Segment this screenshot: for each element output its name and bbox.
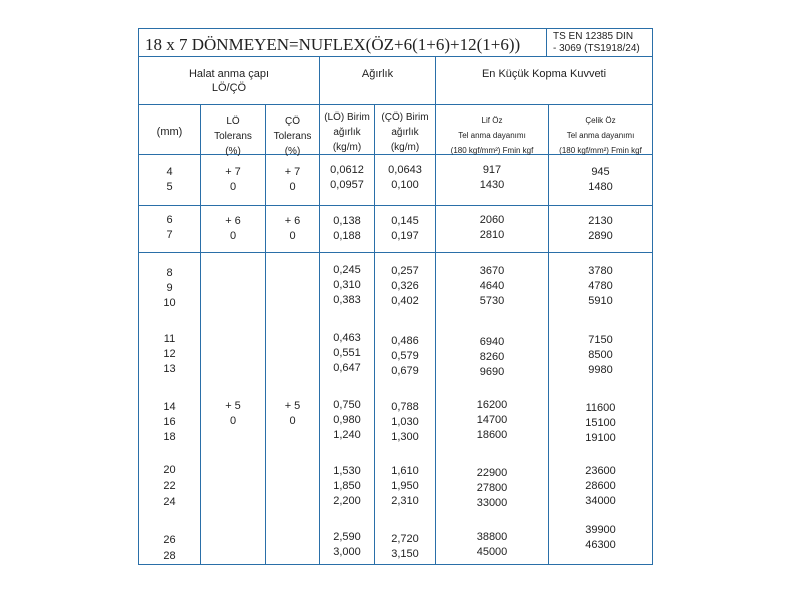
standard-label-2: - 3069 (TS1918/24) [553,43,640,54]
row-group-2-diameter: 6 7 [166,214,173,241]
header-diameter-group-sub: LÖ/ÇÖ [211,82,247,94]
row-group-1-fiber: 917 1430 [479,164,505,191]
row-group-3-co-tol: + 5 0 [284,400,301,427]
header-strength-group: En Küçük Kopma Kuvveti [481,68,607,80]
row-group-1-diameter: 4 5 [166,166,173,193]
header-diameter-group: Halat anma çapı [188,68,270,80]
row-sub-2-fiber: 6940 8260 9690 [479,336,505,378]
row-sub-4-diameter: 20 22 24 [163,464,176,508]
header-co-tolerance: ÇÖ Tolerans (%) [273,116,312,157]
row-sub-5-co-weight: 2,720 3,150 [391,533,419,560]
row-sub-5-lo-weight: 2,590 3,000 [333,531,361,558]
row-sub-3-steel: 11600 15100 19100 [585,402,616,444]
group-header-divider [139,104,652,105]
row-sub-1-diameter: 8 9 10 [163,267,176,309]
row-sub-2-steel: 7150 8500 9980 [588,334,613,376]
row-sub-4-fiber: 22900 27800 33000 [476,467,508,509]
row-group-1-co-tol: + 7 0 [284,166,301,193]
row-group-2-steel: 2130 2890 [588,215,613,242]
row-sub-2-diameter: 11 12 13 [163,333,176,375]
row-sub-3-co-weight: 0,788 1,030 1,300 [391,401,419,443]
row-sub-1-co-weight: 0,257 0,326 0,402 [391,265,419,307]
row-divider-2 [139,252,652,253]
header-mm: (mm) [156,126,183,138]
row-group-2-co-tol: + 6 0 [284,215,301,242]
row-sub-1-lo-weight: 0,245 0,310 0,383 [333,264,361,306]
header-fiber-core: Lif Öz Tel anma dayanımı (180 kgf/mm²) Fmin kgf [450,116,534,155]
row-sub-4-steel: 23600 28600 34000 [585,465,616,507]
title-standard-divider [546,29,547,56]
row-group-3-lo-tol: + 5 0 [225,400,241,427]
row-sub-5-steel: 39900 46300 [585,524,616,551]
row-sub-2-lo-weight: 0,463 0,551 0,647 [333,332,361,374]
row-sub-1-fiber: 3670 4640 5730 [479,265,505,307]
table-title: 18 x 7 DÖNMEYEN=NUFLEX(ÖZ+6(1+6)+12(1+6)) [145,35,521,54]
row-sub-5-fiber: 38800 45000 [476,531,508,558]
rope-spec-table [138,28,653,565]
row-group-2-lo-weight: 0,138 0,188 [333,215,361,242]
row-sub-4-lo-weight: 1,530 1,850 2,200 [333,465,361,507]
row-group-2-co-weight: 0,145 0,197 [391,215,419,242]
title-divider [139,56,652,57]
header-lo-tolerance: LÖ Tolerans (%) [214,116,252,157]
row-sub-4-co-weight: 1,610 1,950 2,310 [391,465,419,507]
row-sub-3-fiber: 16200 14700 18600 [476,399,508,441]
row-group-2-lo-tol: + 6 0 [225,215,241,242]
standard-label-1: TS EN 12385 DIN [553,31,634,42]
row-sub-3-lo-weight: 0,750 0,980 1,240 [333,399,361,441]
header-steel-core: Çelik Öz Tel anma dayanımı (180 kgf/mm²) Fmin kgf [559,116,642,155]
header-lo-weight: (LÖ) Birim ağırlık (kg/m) [324,112,370,153]
row-group-1-co-weight: 0,0643 0,100 [388,164,422,191]
row-sub-5-diameter: 26 28 [163,534,176,562]
row-group-1-steel: 945 1480 [588,166,613,193]
row-group-1-lo-weight: 0,0612 0,0957 [330,164,364,191]
row-group-1-lo-tol: + 7 0 [225,166,241,193]
row-sub-3-diameter: 14 16 18 [163,401,176,443]
header-weight-group: Ağırlık [361,68,394,80]
row-divider-1 [139,205,652,206]
row-sub-1-steel: 3780 4780 5910 [588,265,613,307]
row-sub-2-co-weight: 0,486 0,579 0,679 [391,335,419,377]
row-group-2-fiber: 2060 2810 [479,214,505,241]
header-co-weight: (ÇÖ) Birim ağırlık (kg/m) [381,112,429,153]
